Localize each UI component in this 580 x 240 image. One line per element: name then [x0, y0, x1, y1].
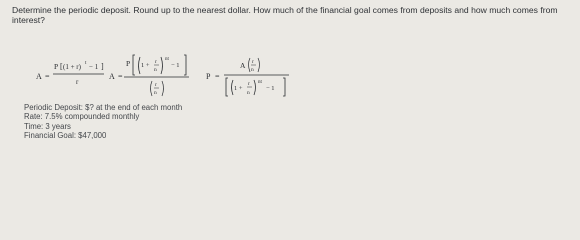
formula-3-n: n [251, 67, 254, 73]
svg-text:[: [ [60, 62, 63, 71]
formula-1-minus: − 1 [89, 63, 99, 71]
formula-2-r: r [155, 59, 157, 65]
formula-3-a: A [240, 61, 246, 70]
formula-1 [36, 61, 104, 86]
formula-1-den: r [76, 78, 79, 86]
formula-2-n: n [154, 67, 157, 73]
formula-2-den-r: r [155, 82, 157, 88]
periodic-deposit-line: Periodic Deposit: $? at the end of each month [24, 103, 183, 112]
formula-2-one-plus: 1 + [141, 62, 150, 69]
formula-1-p: P [54, 62, 59, 71]
problem-statement: Determine the periodic deposit. Round up to the nearest dollar. How much of the financial goal comes from deposits and how much comes from interest? [12, 5, 558, 26]
svg-text:=: = [45, 72, 50, 81]
formula-3-exp: nt [258, 80, 262, 85]
formula-3 [206, 58, 289, 96]
formula-1-exp: t [85, 61, 87, 66]
svg-text:]: ] [101, 62, 104, 71]
formula-3-one-plus: 1 + [234, 85, 243, 92]
formula-1-lhs: A [36, 72, 42, 81]
given-values [24, 103, 182, 140]
formula-3-minus: − 1 [266, 85, 275, 92]
time-line: Time: 3 years [24, 121, 71, 131]
formula-1-growth: (1 + r) [63, 63, 81, 71]
formula-2-p: P [126, 59, 131, 68]
rate-line: Rate: 7.5% compounded monthly [24, 112, 140, 122]
formula-3-r: r [252, 59, 254, 65]
svg-text:=: = [118, 72, 123, 81]
svg-text:=: = [215, 72, 220, 81]
formula-2-den-n: n [154, 90, 157, 96]
formula-2-minus: − 1 [171, 62, 180, 69]
formula-3-lhs: P [206, 72, 211, 81]
formula-2-lhs: A [109, 72, 115, 81]
formula-3-den-n: n [247, 90, 250, 96]
formula-2 [109, 55, 189, 96]
formula-2-exp: nt [165, 57, 169, 62]
formula-3-den-r: r [248, 81, 250, 87]
financial-goal-line: Financial Goal: $47,000 [24, 130, 107, 140]
